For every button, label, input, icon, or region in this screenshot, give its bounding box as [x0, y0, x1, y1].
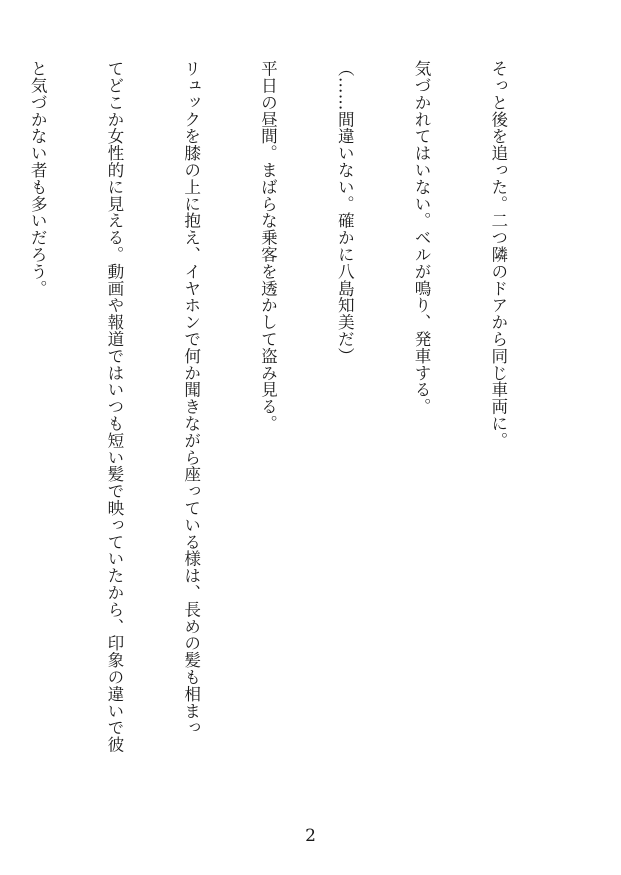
paragraph-5-line-1: リュックを膝の上に抱え、イヤホンで何か聞きながら座っている様は、長めの髪も相まっ [181, 60, 201, 736]
paragraph-3: （……間違いない。確かに八島知美だ） [335, 60, 355, 365]
paragraph-5-line-2: てどこか女性的に見える。動画や報道ではいつも短い髪で映っていたから、印象の違いで彼 [104, 60, 124, 753]
paragraph-4: 平日の昼間。まばらな乗客を透かして盗み見る。 [258, 60, 278, 432]
page-number: 2 [305, 826, 316, 846]
novel-text-body [28, 60, 562, 820]
paragraph-2: 気づかれてはいない。ベルが鳴り、発車する。 [412, 60, 432, 415]
paragraph-5-line-3: と気づかない者も多いだろう。 [28, 60, 48, 297]
paragraph-1: そっと後を追った。二つ隣のドアから同じ車両に。 [488, 60, 508, 449]
